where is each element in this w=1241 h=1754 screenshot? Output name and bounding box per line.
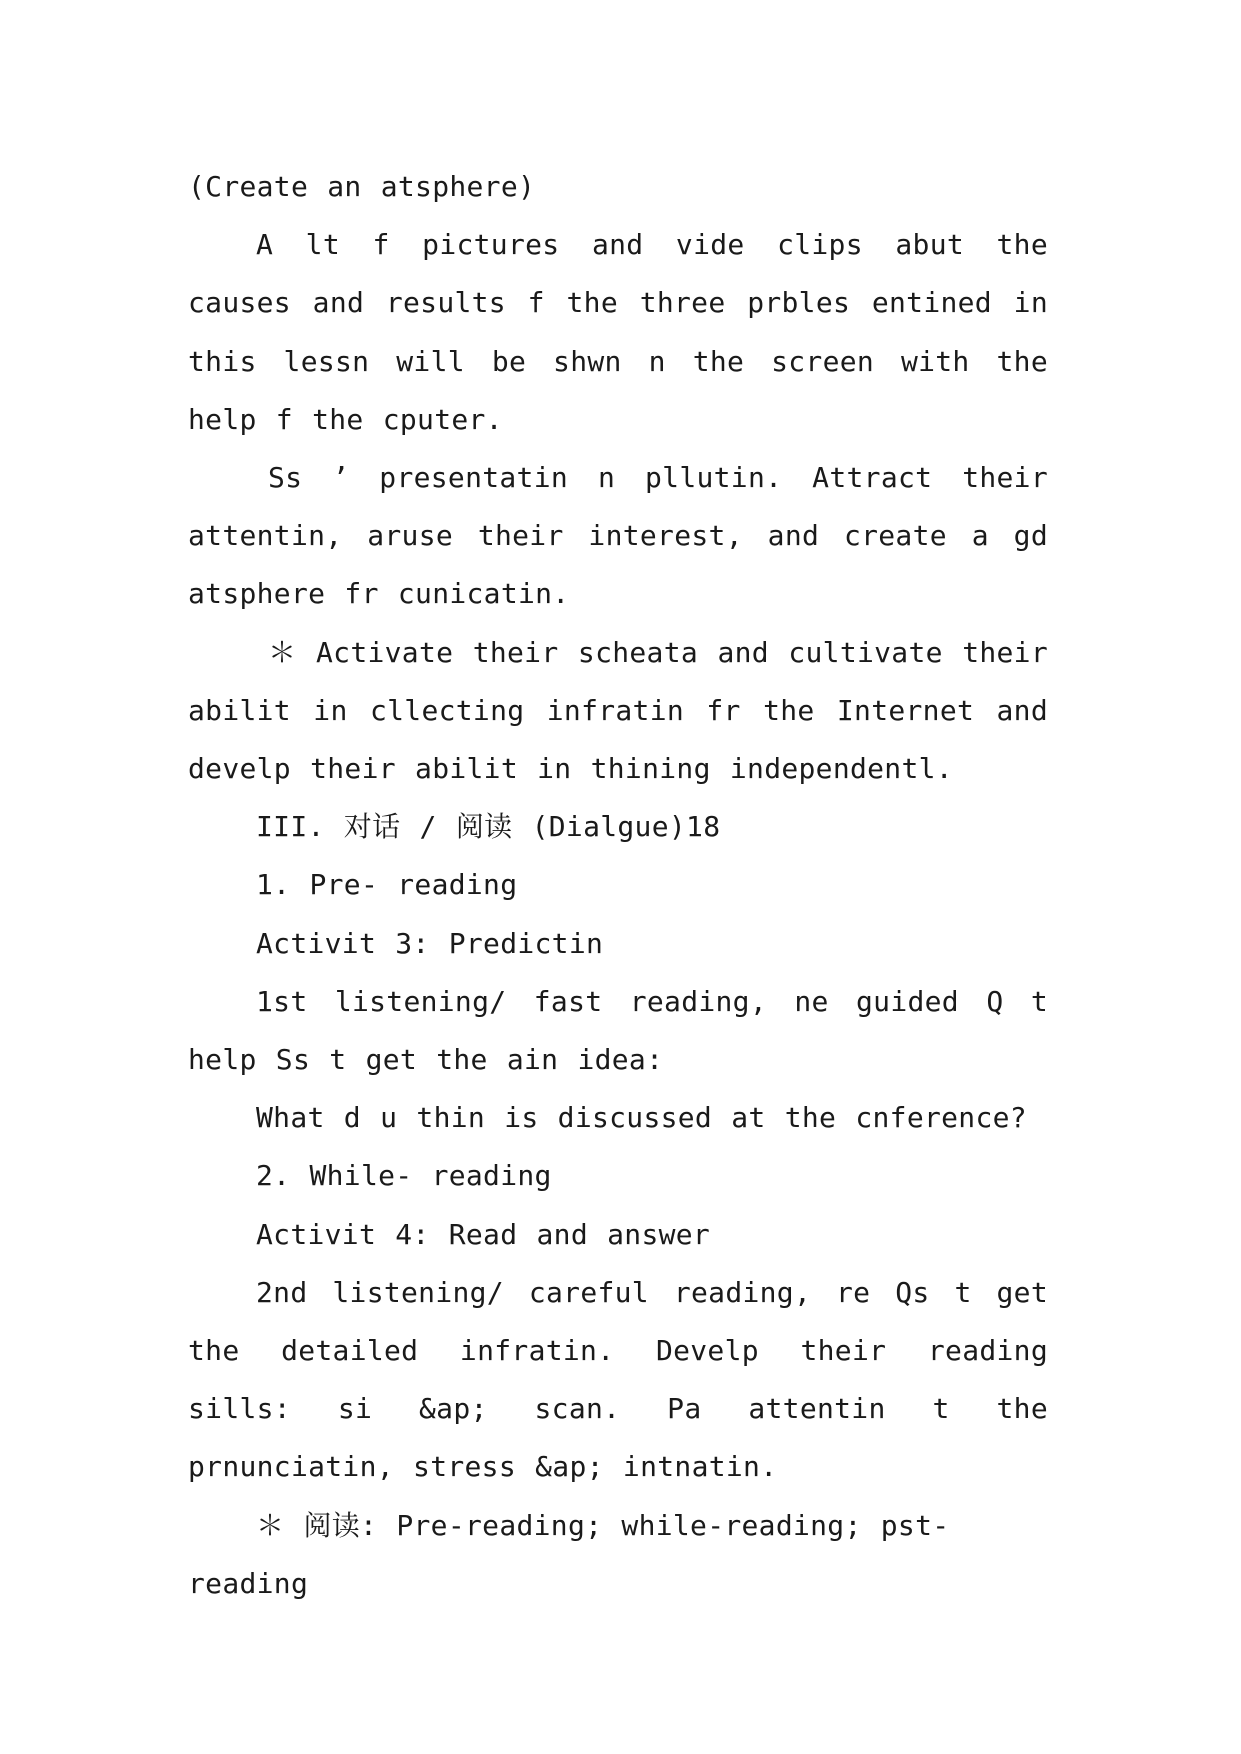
paragraph-pictures-video: A lt f pictures and vide clips abut the causes and results f the three prbles entined in this lessn will be shwn n the screen with the help f the cputer. [188,228,1048,436]
paragraph-reading-stages: ＊ 阅读: Pre-reading; while-reading; pst-reading [188,1508,950,1600]
activity-3-heading: Activit 3: Predictin [256,926,604,960]
paragraph-first-listening: 1st listening/ fast reading, ne guided Q t help Ss t get the ain idea: [188,984,1048,1077]
paragraph-activate-schemata: ＊ Activate their scheata and cultivate their abilit in cllecting infratin fr the Internet and develp their abilit in thining independentl. [188,635,1048,786]
document-body [188,158,1048,1613]
subheading-pre-reading: 1. Pre- reading [256,868,518,902]
paragraph-second-listening: 2nd listening/ careful reading, re Qs t get the detailed infratin. Develp their reading sills: si &ap; scan. Pa attentin t the prnunciatin, stress &ap; intnatin. [188,1275,1048,1484]
activity-4-heading: Activit 4: Read and answer [256,1217,711,1251]
guided-question: What d u thin is discussed at the cnference? [256,1101,1027,1135]
section-heading-dialogue: III. 对话 / 阅读 (Dialgue)18 [256,810,721,844]
subheading-while-reading: 2. While- reading [256,1159,552,1193]
paragraph-presentation: Ss ’ presentatin n pllutin. Attract their attentin, aruse their interest, and create a gd atsphere fr cunicatin. [188,461,1048,611]
paragraph-create-atmosphere: (Create an atsphere) [188,170,536,203]
